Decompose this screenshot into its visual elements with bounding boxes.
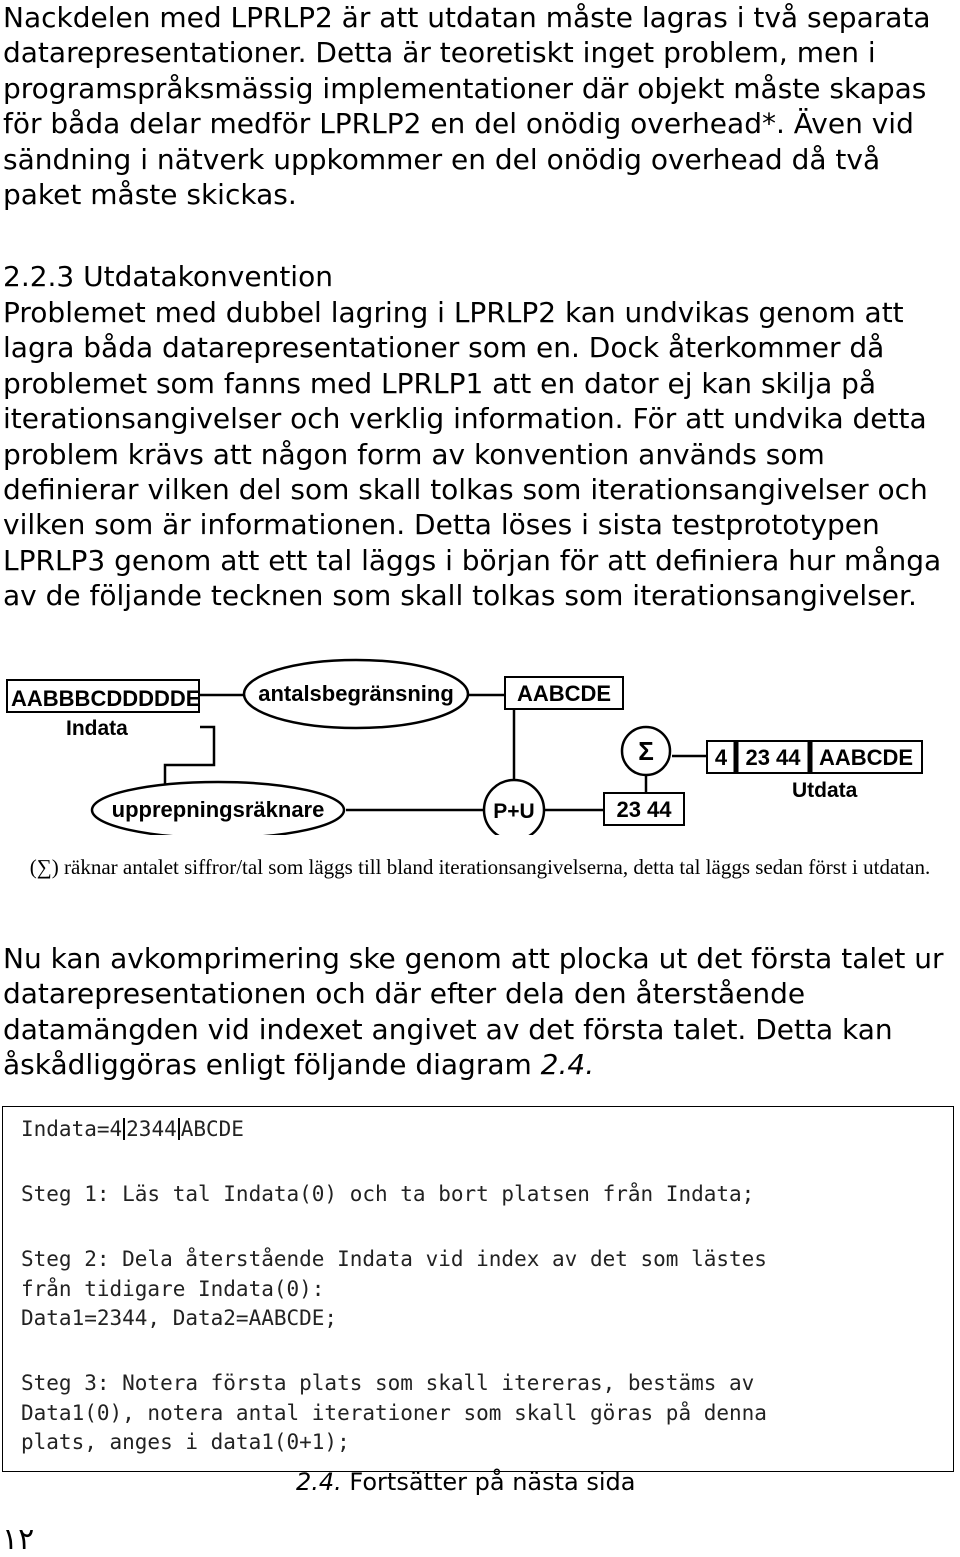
- limit-label: antalsbegränsning: [258, 681, 454, 706]
- continuation-note: [296, 1468, 635, 1496]
- output-counts: 23 44: [745, 745, 801, 770]
- indata-data: ABCDE: [180, 1117, 244, 1141]
- input-label: Indata: [66, 717, 128, 740]
- compression-diagram: [0, 655, 960, 835]
- output-count: 4: [714, 745, 728, 770]
- input-value: AABBBCDDDDDE: [11, 686, 201, 711]
- step-2: Steg 2: Dela återstående Indata vid index av det som lästes från tidigare Indata(0): Data1=2344, Data2=AABCDE;: [21, 1247, 767, 1330]
- footer-text: Fortsätter på nästa sida: [341, 1468, 636, 1496]
- separator: [123, 1118, 125, 1140]
- pu-label: P+U: [493, 800, 535, 823]
- section-heading: 2.2.3 Utdatakonvention: [3, 260, 333, 293]
- step-3: Steg 3: Notera första plats som skall itereras, bestäms av Data1(0), notera antal iterationer som skall göras på denna plats, anges i data1(0+1);: [21, 1371, 767, 1454]
- separator: [178, 1118, 180, 1140]
- indata-count: Indata=4: [21, 1117, 123, 1141]
- diagram-reference: 2.4.: [540, 1048, 595, 1082]
- page-number: ١٢: [2, 1522, 35, 1557]
- output-data: AABCDE: [818, 745, 914, 770]
- count-label: upprepningsräknare: [111, 797, 325, 822]
- convention-paragraph: Problemet med dubbel lagring i LPRLP2 kan undvikas genom att lagra båda datarepresentationer som en. Dock återkommer då problemet som fanns med LPRLP1 att en dator ej kan skilja på iterationsangivelser och verklig information. För att undvika detta problem krävs att någon form av konvention används som definierar vilken del som skall tolkas som iterationsangivelser och vilken som är informationen. Detta löses i sista testprototypen LPRLP3 genom att ett tal läggs i början för att definiera hur många av de följande tecknen som skall tolkas som iterationsangivelser.: [3, 296, 942, 613]
- indata-line: [21, 1115, 244, 1145]
- indata-counts: 2344: [126, 1117, 177, 1141]
- step-1: Steg 1: Läs tal Indata(0) och ta bort platsen från Indata;: [21, 1182, 755, 1206]
- diagram-caption: (∑) räknar antalet siffror/tal som läggs till bland iterationsangivelserna, detta tal läggs sedan först i utdatan.: [29, 855, 931, 879]
- decompression-paragraph: [3, 941, 958, 1083]
- algorithm-box: [2, 1106, 954, 1472]
- output-label: Utdata: [792, 779, 858, 802]
- intro-paragraph: Nackdelen med LPRLP2 är att utdatan måste lagras i två separata datarepresentationer. Detta är teoretiskt inget problem, men i programspråksmässig implementationer där objekt måste skapas för båda delar medför LPRLP2 en del onödig overhead*. Även vid sändning i nätverk uppkommer en del onödig overhead då två paket måste skickas.: [3, 1, 931, 212]
- counts-value: 23 44: [616, 797, 672, 822]
- footer-reference: 2.4.: [296, 1468, 342, 1496]
- sigma-symbol: Σ: [638, 736, 654, 766]
- limit-output: AABCDE: [516, 681, 612, 706]
- decompression-text: Nu kan avkomprimering ske genom att plocka ut det första talet ur datarepresentationen och där efter dela den återstående datamängden vid indexet angivet av det första talet. Detta kan åskådliggöras enligt följande diagram: [3, 942, 944, 1082]
